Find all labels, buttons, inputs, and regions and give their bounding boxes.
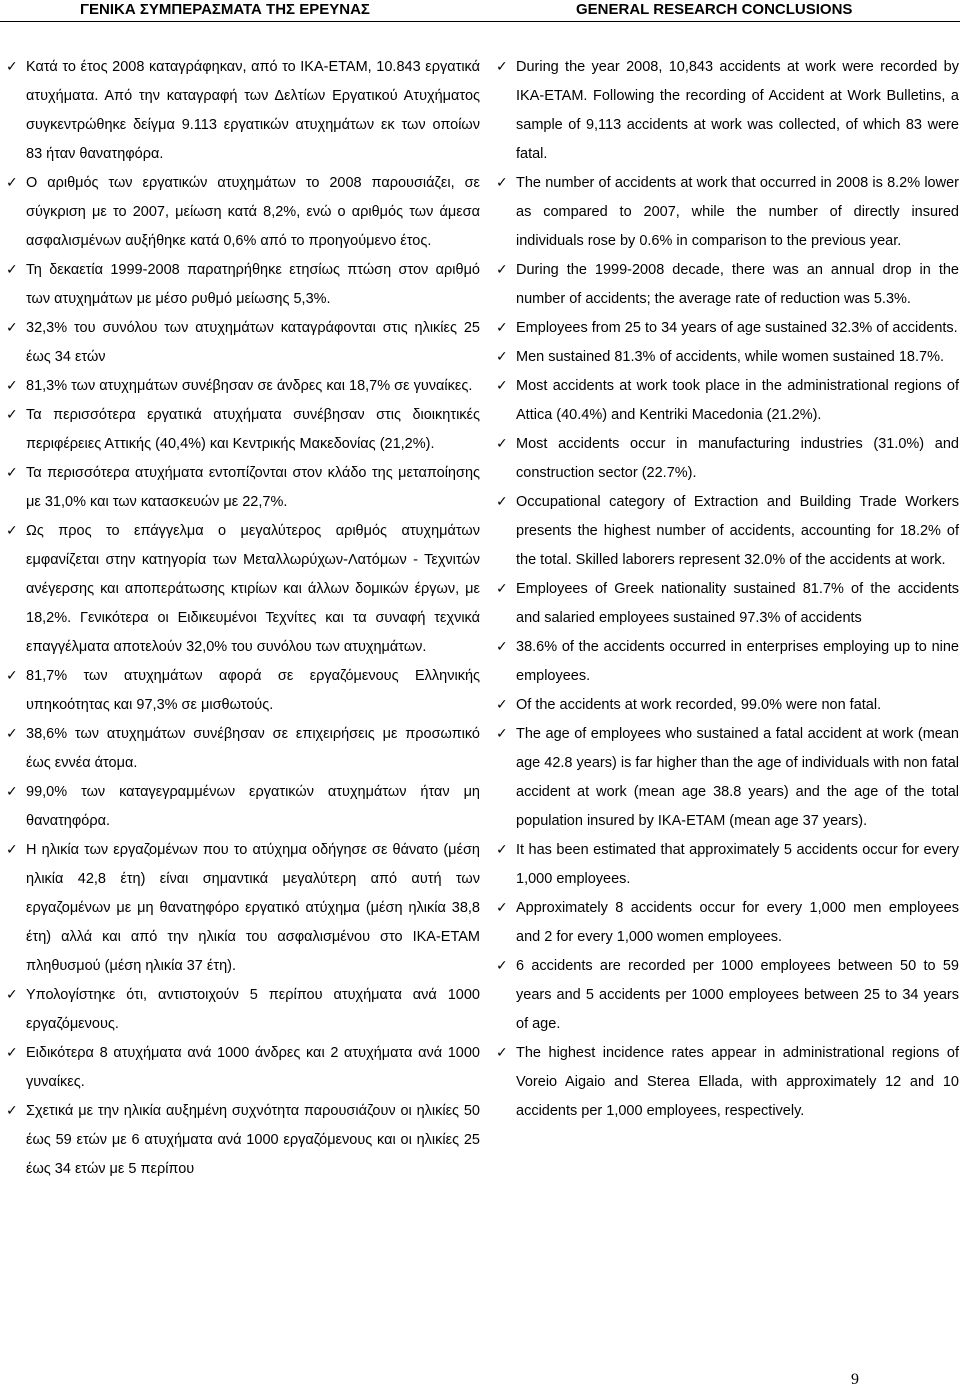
page-number: 9 (851, 1371, 859, 1388)
checkmark-icon: ✓ (6, 378, 18, 394)
greek-conclusion-text: Η ηλικία των εργαζομένων που το ατύχημα οδήγησε σε θάνατο (μέση ηλικία 42,8 έτη) είναι σημαντικά μεγαλύτερη από αυτή των εργαζομένων με μη θανατηφόρο εργατικό ατύχημα (μέση ηλικία 38,8 έτη) αλλά και από την ηλικία του ασφαλισμένου στο ΙΚΑ-ΕΤΑΜ πληθυσμού (μέση ηλικία 37 έτη). (26, 842, 480, 974)
english-conclusion-text: During the year 2008, 10,843 accidents at work were recorded by IKA-ETAM. Following the recording of Accident at Work Bulletins, a sample of 9,113 accidents at work was collected, of which 83 were fatal. (516, 59, 959, 162)
checkmark-icon: ✓ (6, 842, 18, 858)
greek-conclusion-item (6, 459, 480, 517)
checkmark-icon: ✓ (496, 494, 508, 510)
english-conclusion-item (496, 488, 959, 575)
english-conclusion-text: During the 1999-2008 decade, there was an annual drop in the number of accidents; the average rate of reduction was 5.3%. (516, 262, 959, 307)
checkmark-icon: ✓ (6, 320, 18, 336)
greek-conclusion-text: Σχετικά με την ηλικία αυξημένη συχνότητα παρουσιάζουν οι ηλικίες 50 έως 59 ετών με 6 ατυχήματα ανά 1000 εργαζόμενους και οι ηλικίες 25 έως 34 ετών με 5 περίπου (26, 1103, 480, 1177)
english-conclusion-text: Approximately 8 accidents occur for every 1,000 men employees and 2 for every 1,000 women employees. (516, 900, 959, 945)
greek-conclusion-item (6, 517, 480, 662)
greek-conclusion-item (6, 836, 480, 981)
checkmark-icon: ✓ (496, 1045, 508, 1061)
english-conclusion-text: Most accidents at work took place in the administrational regions of Attica (40.4%) and Kentriki Macedonia (21.2%). (516, 378, 959, 423)
checkmark-icon: ✓ (496, 262, 508, 278)
greek-column (6, 53, 480, 1184)
english-conclusion-item (496, 575, 959, 633)
english-conclusion-text: The number of accidents at work that occurred in 2008 is 8.2% lower as compared to 2007, while the number of directly insured individuals rose by 0.6% in comparison to the previous year. (516, 175, 959, 249)
english-conclusion-text: It has been estimated that approximately 5 accidents occur for every 1,000 employees. (516, 842, 959, 887)
greek-conclusion-item (6, 401, 480, 459)
greek-conclusion-item (6, 314, 480, 372)
greek-conclusion-text: 81,3% των ατυχημάτων συνέβησαν σε άνδρες και 18,7% σε γυναίκες. (26, 378, 473, 394)
greek-conclusion-text: Τα περισσότερα ατυχήματα εντοπίζονται στον κλάδο της μεταποίησης με 31,0% και των κατασκευών με 22,7%. (26, 465, 480, 510)
greek-conclusion-item (6, 981, 480, 1039)
english-conclusion-text: Occupational category of Extraction and Building Trade Workers presents the highest number of accidents, accounting for 18.2% of the total. Skilled laborers represent 32.0% of the accidents at work. (516, 494, 959, 568)
checkmark-icon: ✓ (496, 349, 508, 365)
checkmark-icon: ✓ (496, 581, 508, 597)
greek-conclusion-item (6, 169, 480, 256)
checkmark-icon: ✓ (496, 639, 508, 655)
checkmark-icon: ✓ (496, 726, 508, 742)
checkmark-icon: ✓ (6, 465, 18, 481)
english-conclusion-text: Of the accidents at work recorded, 99.0% were non fatal. (516, 697, 882, 713)
english-conclusion-item (496, 372, 959, 430)
greek-header-title: ΓΕΝΙΚΑ ΣΥΜΠΕΡΑΣΜΑΤΑ ΤΗΣ ΕΡΕΥΝΑΣ (80, 1, 370, 18)
checkmark-icon: ✓ (6, 1045, 18, 1061)
greek-conclusion-text: Τα περισσότερα εργατικά ατυχήματα συνέβησαν στις διοικητικές περιφέρειες Αττικής (40,4%) και Κεντρικής Μακεδονίας (21,2%). (26, 407, 480, 452)
greek-conclusion-item (6, 778, 480, 836)
english-conclusion-item (496, 691, 959, 720)
checkmark-icon: ✓ (6, 407, 18, 423)
english-conclusion-text: The highest incidence rates appear in administrational regions of Voreio Aigaio and Sterea Ellada, with approximately 12 and 10 accidents per 1,000 employees, respectively. (516, 1045, 959, 1119)
greek-conclusion-text: Ως προς το επάγγελμα ο μεγαλύτερος αριθμός ατυχημάτων εμφανίζεται στην κατηγορία των Μεταλλωρύχων-Λατόμων - Τεχνιτών ανέγερσης και αποπεράτωσης κτιρίων και άλλων δομικών έργων, με 18,2%. Γενικότερα οι Ειδικευμένοι Τεχνίτες και τα συναφή τεχνικά επαγγέλματα αποτελούν 32,0% του συνόλου των ατυχημάτων. (26, 523, 480, 655)
greek-conclusion-item (6, 1039, 480, 1097)
greek-conclusion-item (6, 720, 480, 778)
header-divider (0, 21, 960, 22)
checkmark-icon: ✓ (496, 378, 508, 394)
english-conclusion-item (496, 343, 959, 372)
checkmark-icon: ✓ (6, 784, 18, 800)
greek-conclusion-text: Τη δεκαετία 1999-2008 παρατηρήθηκε ετησίως πτώση στον αριθμό των ατυχημάτων με μέσο ρυθμό μείωσης 5,3%. (26, 262, 480, 307)
english-conclusion-item (496, 633, 959, 691)
checkmark-icon: ✓ (496, 436, 508, 452)
english-conclusion-text: Employees of Greek nationality sustained 81.7% of the accidents and salaried employees sustained 97.3% of accidents (516, 581, 959, 626)
greek-conclusion-text: Ο αριθμός των εργατικών ατυχημάτων το 2008 παρουσιάζει, σε σύγκριση με το 2007, μείωση κατά 8,2%, ενώ ο αριθμός των άμεσα ασφαλισμένων αυξήθηκε κατά 0,6% από το προηγούμενο έτος. (26, 175, 480, 249)
checkmark-icon: ✓ (6, 523, 18, 539)
checkmark-icon: ✓ (496, 697, 508, 713)
english-conclusion-item (496, 894, 959, 952)
checkmark-icon: ✓ (6, 262, 18, 278)
english-conclusion-text: The age of employees who sustained a fatal accident at work (mean age 42.8 years) is far higher than the age of individuals with non fatal accident at work (mean age 38.8 years) and the age of the total population insured by IKA-ETAM (mean age 37 years). (516, 726, 959, 829)
english-conclusion-text: Employees from 25 to 34 years of age sustained 32.3% of accidents. (516, 320, 958, 336)
checkmark-icon: ✓ (496, 958, 508, 974)
checkmark-icon: ✓ (496, 320, 508, 336)
greek-conclusion-text: Υπολογίστηκε ότι, αντιστοιχούν 5 περίπου ατυχήματα ανά 1000 εργαζόμενους. (26, 987, 480, 1032)
greek-conclusion-text: 99,0% των καταγεγραμμένων εργατικών ατυχημάτων ήταν μη θανατηφόρα. (26, 784, 480, 829)
english-conclusion-text: Men sustained 81.3% of accidents, while women sustained 18.7%. (516, 349, 944, 365)
greek-conclusion-text: 32,3% του συνόλου των ατυχημάτων καταγράφονται στις ηλικίες 25 έως 34 ετών (26, 320, 480, 365)
greek-conclusions-list (6, 53, 480, 1184)
checkmark-icon: ✓ (6, 175, 18, 191)
english-conclusion-text: Most accidents occur in manufacturing industries (31.0%) and construction sector (22.7%). (516, 436, 959, 481)
checkmark-icon: ✓ (6, 668, 18, 684)
english-conclusion-item (496, 952, 959, 1039)
english-conclusion-text: 6 accidents are recorded per 1000 employees between 50 to 59 years and 5 accidents per 1000 employees between 25 to 34 years of age. (516, 958, 959, 1032)
english-conclusion-item (496, 1039, 959, 1126)
greek-conclusion-item (6, 372, 480, 401)
english-conclusion-item (496, 53, 959, 169)
english-conclusion-item (496, 314, 959, 343)
page-header (0, 0, 960, 22)
english-conclusion-item (496, 169, 959, 256)
greek-conclusion-item (6, 256, 480, 314)
greek-conclusion-text: 81,7% των ατυχημάτων αφορά σε εργαζόμενους Ελληνικής υπηκοότητας και 97,3% σε μισθωτούς. (26, 668, 480, 713)
english-conclusion-text: 38.6% of the accidents occurred in enterprises employing up to nine employees. (516, 639, 959, 684)
greek-conclusion-item (6, 53, 480, 169)
english-conclusion-item (496, 430, 959, 488)
checkmark-icon: ✓ (496, 900, 508, 916)
checkmark-icon: ✓ (496, 175, 508, 191)
checkmark-icon: ✓ (6, 59, 18, 75)
english-conclusion-item (496, 836, 959, 894)
greek-conclusion-text: Κατά το έτος 2008 καταγράφηκαν, από το ΙΚΑ-ΕΤΑΜ, 10.843 εργατικά ατυχήματα. Από την καταγραφή των Δελτίων Εργατικού Ατυχήματος συγκεντρώθηκε δείγμα 9.113 εργατικών ατυχημάτων εκ των οποίων 83 ήταν θανατηφόρα. (26, 59, 480, 162)
checkmark-icon: ✓ (6, 987, 18, 1003)
english-conclusion-item (496, 720, 959, 836)
checkmark-icon: ✓ (6, 726, 18, 742)
checkmark-icon: ✓ (6, 1103, 18, 1119)
greek-conclusion-text: 38,6% των ατυχημάτων συνέβησαν σε επιχειρήσεις με προσωπικό έως εννέα άτομα. (26, 726, 480, 771)
greek-conclusion-text: Ειδικότερα 8 ατυχήματα ανά 1000 άνδρες και 2 ατυχήματα ανά 1000 γυναίκες. (26, 1045, 480, 1090)
greek-conclusion-item (6, 662, 480, 720)
checkmark-icon: ✓ (496, 842, 508, 858)
english-column (496, 53, 959, 1126)
greek-conclusion-item (6, 1097, 480, 1184)
checkmark-icon: ✓ (496, 59, 508, 75)
english-conclusion-item (496, 256, 959, 314)
english-header-title: GENERAL RESEARCH CONCLUSIONS (576, 1, 853, 18)
english-conclusions-list (496, 53, 959, 1126)
